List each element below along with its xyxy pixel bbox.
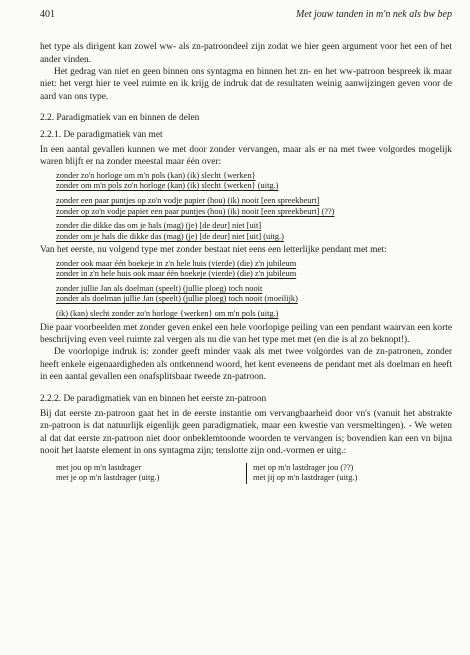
paragraph-2: Het gedrag van niet en geen binnen ons syntagma en binnen het zn- en het ww-patroon bespreek ik maar niet: het vergt hier te veel ruimte en ik krijg de indruk dat de resultaten weinig aanwijzingen geven voor de aard van ons type. xyxy=(40,67,452,102)
example-line: zonder in z'n hele huis ook maar één boekeje (vierde) (die) z'n jubileum xyxy=(56,269,297,279)
example-line: met je op m'n lastdrager (uitg.) xyxy=(56,473,160,483)
example-line: zonder om m'n pols zo'n horloge (kan) (ik) slecht {werken} (uitg.) xyxy=(56,181,279,191)
paragraph-7: Bij dat eerste zn-patroon gaat het in de eerste instantie om vervangbaarheid door vn's (vanuit het abstrakte zn-patroon is dat natuurlijk eigenlijk geen paradigmatiek, maar een kwestie van versmeltingen). - We weten al dat dat eerste zn-patroon niet door onbeklemtoonde woorden te vervangen is; bovendien kan een vn bijna nooit het laatste element in ons syntagma zijn; tenslotte zijn ond.-vormen er uitg.: xyxy=(40,409,452,457)
section-heading-2-2-2: 2.2.2. De paradigmatiek van en binnen het eerste zn-patroon xyxy=(40,393,267,404)
example-line: zonder als doelman jullie Jan (speelt) (jullie ploeg) toch nooit (moeilijk) xyxy=(56,294,298,304)
example-line: (ik) (kan) slecht zonder zo'n horloge {werken} om m'n pols (uitg.) xyxy=(56,309,279,319)
paragraph-1: het type als dirigent kan zowel ww- als zn-patroondeel zijn zodat we hier geen argument voor het een of het ander vinden. xyxy=(40,42,452,65)
section-heading-2-2-1: 2.2.1. De paradigmatiek van met xyxy=(40,129,163,140)
paragraph-3: In een aantal gevallen kunnen we met door zonder vervangen, maar als er na met twee volgordes mogelijk waren blijft er na zonder meestal maar één over: xyxy=(40,145,452,168)
example-column-right xyxy=(246,463,357,484)
example-block-1 xyxy=(56,171,452,242)
example-column-left xyxy=(56,463,246,484)
example-line: zonder om je hals die dikke das (mag) (je) [de deur] niet [uit] (uitg.) xyxy=(56,231,284,241)
example-line: zonder ook maar één boekeje in z'n hele huis (vierde) (die) z'n jubileum xyxy=(56,258,297,268)
example-line: zonder die dikke das om je hals (mag) (je) [de deur] niet [uit] xyxy=(56,221,262,231)
running-title: Met jouw tanden in m'n nek als bw bep xyxy=(295,9,452,20)
section-heading-2-2: 2.2. Paradigmatiek van en binnen de delen xyxy=(40,113,200,124)
example-columns xyxy=(56,463,452,484)
example-line: met op m'n lastdrager jou (??) xyxy=(253,462,354,472)
page-number: 401 xyxy=(40,9,55,20)
running-header xyxy=(40,8,452,21)
paragraph-6: De voorlopige indruk is: zonder geeft minder vaak als met twee volgordes van de zn-patronen, zonder heeft enkele eigenaardigheden als ontkennend woord, het kent eveneens de pendant met als doelman en heeft in een aantal gevallen een onafsplitsbaar tweede zn-patroon. xyxy=(40,347,452,383)
example-line: zonder een paar puntjes op zo'n vodje papier (hou) (ik) nooit [een spreekbeurt] xyxy=(56,196,320,205)
paragraph-5: Die paar voorbeelden met zonder geven enkel een hele voorlopige peiling van een pendant waarvan een korte beschrijving even veel ruimte zal vergen als nu die van het type met met (en die is al zo beknopt!). xyxy=(40,322,452,346)
example-line: zonder op zo'n vodje papier een paar puntjes (hou) (ik) nooit [een spreekbeurt] (??) xyxy=(56,206,335,216)
example-line: met jij op m'n lastdrager (uitg.) xyxy=(253,473,358,483)
example-block-2 xyxy=(56,259,452,320)
paragraph-4: Van het eerste, nu volgend type met zonder bestaat niet eens een letterlijke pendant met met: xyxy=(40,245,387,256)
example-line: met jou op m'n lastdrager xyxy=(56,462,142,472)
example-line: zonder zo'n horloge om m'n pols (kan) (ik) slecht {werken} xyxy=(56,170,256,180)
example-line: zonder jullie Jan als doelman (speelt) (jullie ploeg) toch nooit xyxy=(56,283,263,293)
